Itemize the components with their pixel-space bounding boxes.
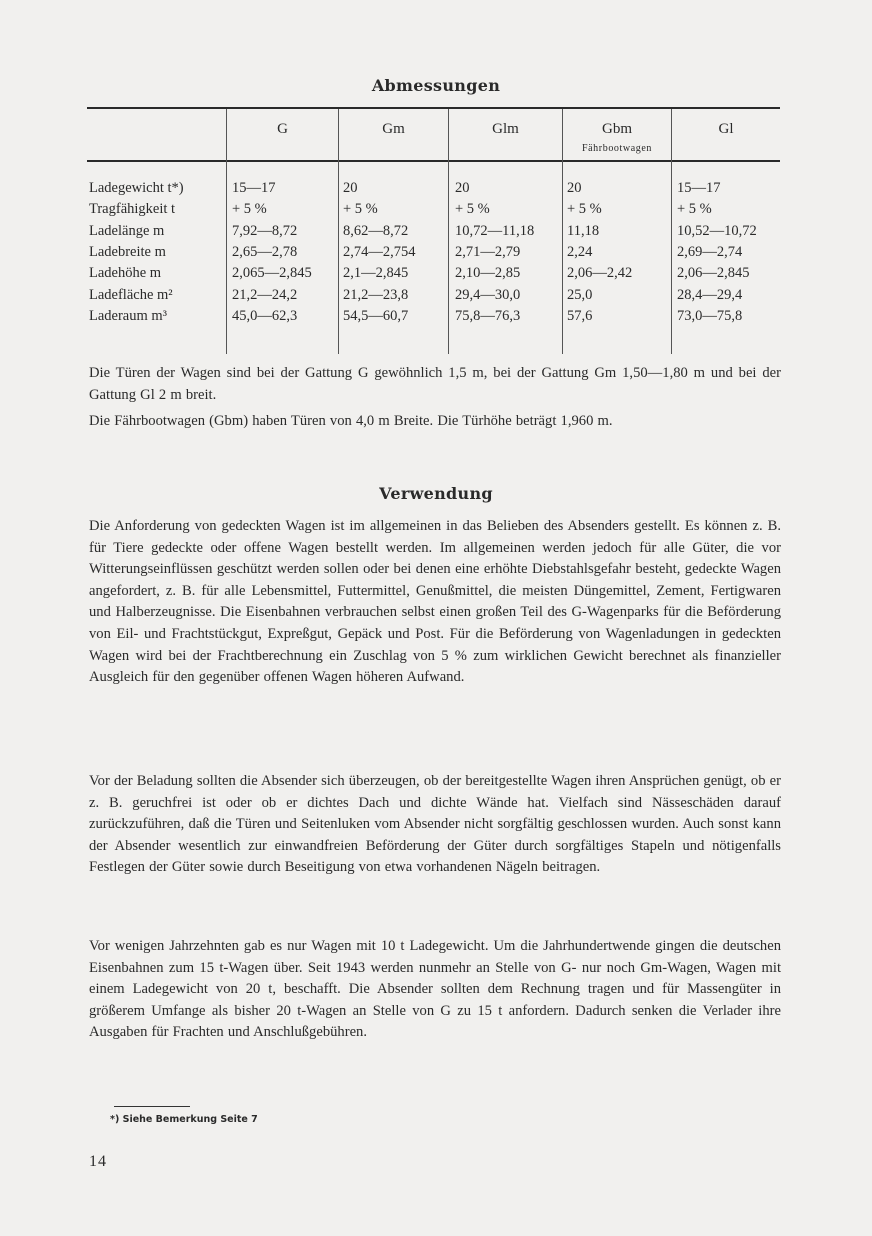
table-cell: 11,18 — [567, 222, 600, 239]
table-cell: 2,74—2,754 — [343, 243, 416, 260]
note-door-widths: Die Türen der Wagen sind bei der Gattung G gewöhnlich 1,5 m, bei der Gattung Gm 1,50—1,80 m und bei der Gattung Gl 2 m breit. — [89, 365, 781, 403]
table-cell: 2,10—2,85 — [455, 265, 521, 282]
usage-paragraph-1: Die Anforderung von gedeckten Wagen ist im allgemeinen in das Belieben des Absenders gestellt. Es können z. B. für Tiere gedeckte oder offene Wagen bestellt werden. Im allgemeinen werden jedoch für alle Güter, die vor Witterungseinflüssen geschützt werden sollen oder bei denen eine erhöhte Diebstahlsgefahr besteht, gedeckte Wagen angefordert, z. B. für alle Lebensmittel, Futtermittel, Genußmittel, die meisten Düngemittel, Zement, Fertigwaren und Halberzeugnisse. Die Eisenbahnen verbrauchen selbst einen großen Teil des G-Wagenparks für die Beförderung von Eil- und Frachtstückgut, Expreßgut, Gepäck und Post. Für die Beförderung von Wagenladungen in gedeckten Wagen wird bei der Frachtberechnung ein Zuschlag von 5 % zum wirklichen Gewicht berechnet als finanzieller Ausgleich für den gegenüber offenen Wagen höheren Aufwand. — [89, 518, 781, 686]
table-cell: 2,71—2,79 — [455, 243, 521, 260]
column-divider — [671, 109, 672, 354]
column-header-gm: Gm — [382, 121, 405, 137]
table-cell: 54,5—60,7 — [343, 307, 409, 324]
usage-paragraph-2: Vor der Beladung sollten die Absender sich überzeugen, ob der bereitgestellte Wagen ihren Ansprüchen genügt, ob er z. B. geruchfrei ist oder ob er dichtes Dach und dichte Wände hat. Vielfach sind Nässeschäden darauf zurückzuführen, daß die Türen und Seitenluken vom Absender nicht sorgfältig geschlossen wurden. Auch sonst kann der Absender wesentlich zur einwandfreien Beförderung der Güter durch sorgfältiges Stapeln und nötigenfalls Festlegen der Güter sowie durch Beseitigung von etwa vorhandenen Nägeln beitragen. — [89, 773, 781, 876]
column-divider — [338, 109, 339, 354]
table-cell: 2,06—2,845 — [677, 265, 750, 282]
table-cell: 8,62—8,72 — [343, 222, 409, 239]
table-cell: + 5 % — [232, 201, 267, 218]
column-header-gbm: Gbm — [602, 121, 632, 137]
table-cell: + 5 % — [677, 201, 712, 218]
section-title-dimensions: Abmessungen — [371, 76, 501, 95]
table-row-label: Ladefläche m² — [89, 286, 173, 303]
note-ferry-wagon-doors: Die Fährbootwagen (Gbm) haben Türen von 4,0 m Breite. Die Türhöhe beträgt 1,960 m. — [89, 413, 613, 429]
column-divider — [226, 109, 227, 354]
table-cell: 21,2—24,2 — [232, 286, 298, 303]
table-cell: 75,8—76,3 — [455, 307, 521, 324]
table-cell: 7,92—8,72 — [232, 222, 298, 239]
table-cell: 2,06—2,42 — [567, 265, 633, 282]
table-cell: + 5 % — [343, 201, 378, 218]
table-cell: 2,065—2,845 — [232, 265, 312, 282]
table-cell: 2,1—2,845 — [343, 265, 409, 282]
table-row-label: Ladebreite m — [89, 243, 166, 260]
column-subheader-gbm: Fährbootwagen — [581, 143, 652, 154]
table-cell: 20 — [567, 180, 582, 196]
table-row-label: Laderaum m³ — [89, 307, 168, 324]
table-cell: 15—17 — [232, 180, 276, 196]
table-cell: 20 — [455, 180, 470, 196]
table-cell: 10,72—11,18 — [455, 222, 535, 239]
footnote-rule — [114, 1106, 190, 1107]
usage-paragraph-3: Vor wenigen Jahrzehnten gab es nur Wagen mit 10 t Ladegewicht. Um die Jahrhundertwende gingen die deutschen Eisenbahnen zum 15 t-Wagen über. Seit 1943 werden nunmehr an Stelle von G- nur noch Gm-Wagen, Wagen mit einem Ladegewicht von 20 t, beschafft. Die Absender sollten dem Rechnung tragen und für Massengüter in größerem Umfange als bisher 20 t-Wagen an Stelle von G zu 15 t anfordern. Dadurch senken die Verlader ihre Ausgaben für Frachten und Anschlußgebühren. — [89, 938, 781, 1041]
table-cell: 29,4—30,0 — [455, 286, 521, 303]
table-row-label: Tragfähigkeit t — [89, 201, 176, 218]
table-cell: 21,2—23,8 — [343, 286, 409, 303]
table-cell: + 5 % — [455, 201, 490, 218]
table-cell: 10,52—10,72 — [677, 222, 757, 239]
table-top-rule — [87, 107, 780, 109]
column-divider — [448, 109, 449, 354]
table-cell: 2,69—2,74 — [677, 243, 743, 260]
table-row-label: Ladehöhe m — [89, 265, 162, 282]
table-cell: 2,65—2,78 — [232, 243, 298, 260]
table-header-rule — [87, 160, 780, 162]
table-row-label: Ladelänge m — [89, 222, 165, 239]
table-cell: 57,6 — [567, 307, 593, 324]
column-header-glm: Glm — [492, 121, 519, 137]
table-cell: 28,4—29,4 — [677, 286, 743, 303]
section-title-usage: Verwendung — [379, 484, 493, 503]
table-cell: 2,24 — [567, 243, 593, 260]
table-cell: + 5 % — [567, 201, 602, 218]
table-cell: 15—17 — [677, 180, 721, 196]
column-header-g: G — [277, 121, 288, 137]
column-header-gl: Gl — [718, 121, 734, 137]
table-cell: 73,0—75,8 — [677, 307, 743, 324]
table-cell: 20 — [343, 180, 358, 196]
footnote: *) Siehe Bemerkung Seite 7 — [110, 1114, 258, 1125]
table-cell: 25,0 — [567, 286, 593, 303]
table-row-label: Ladegewicht t*) — [89, 180, 184, 196]
page-number: 14 — [89, 1153, 107, 1170]
table-cell: 45,0—62,3 — [232, 307, 298, 324]
